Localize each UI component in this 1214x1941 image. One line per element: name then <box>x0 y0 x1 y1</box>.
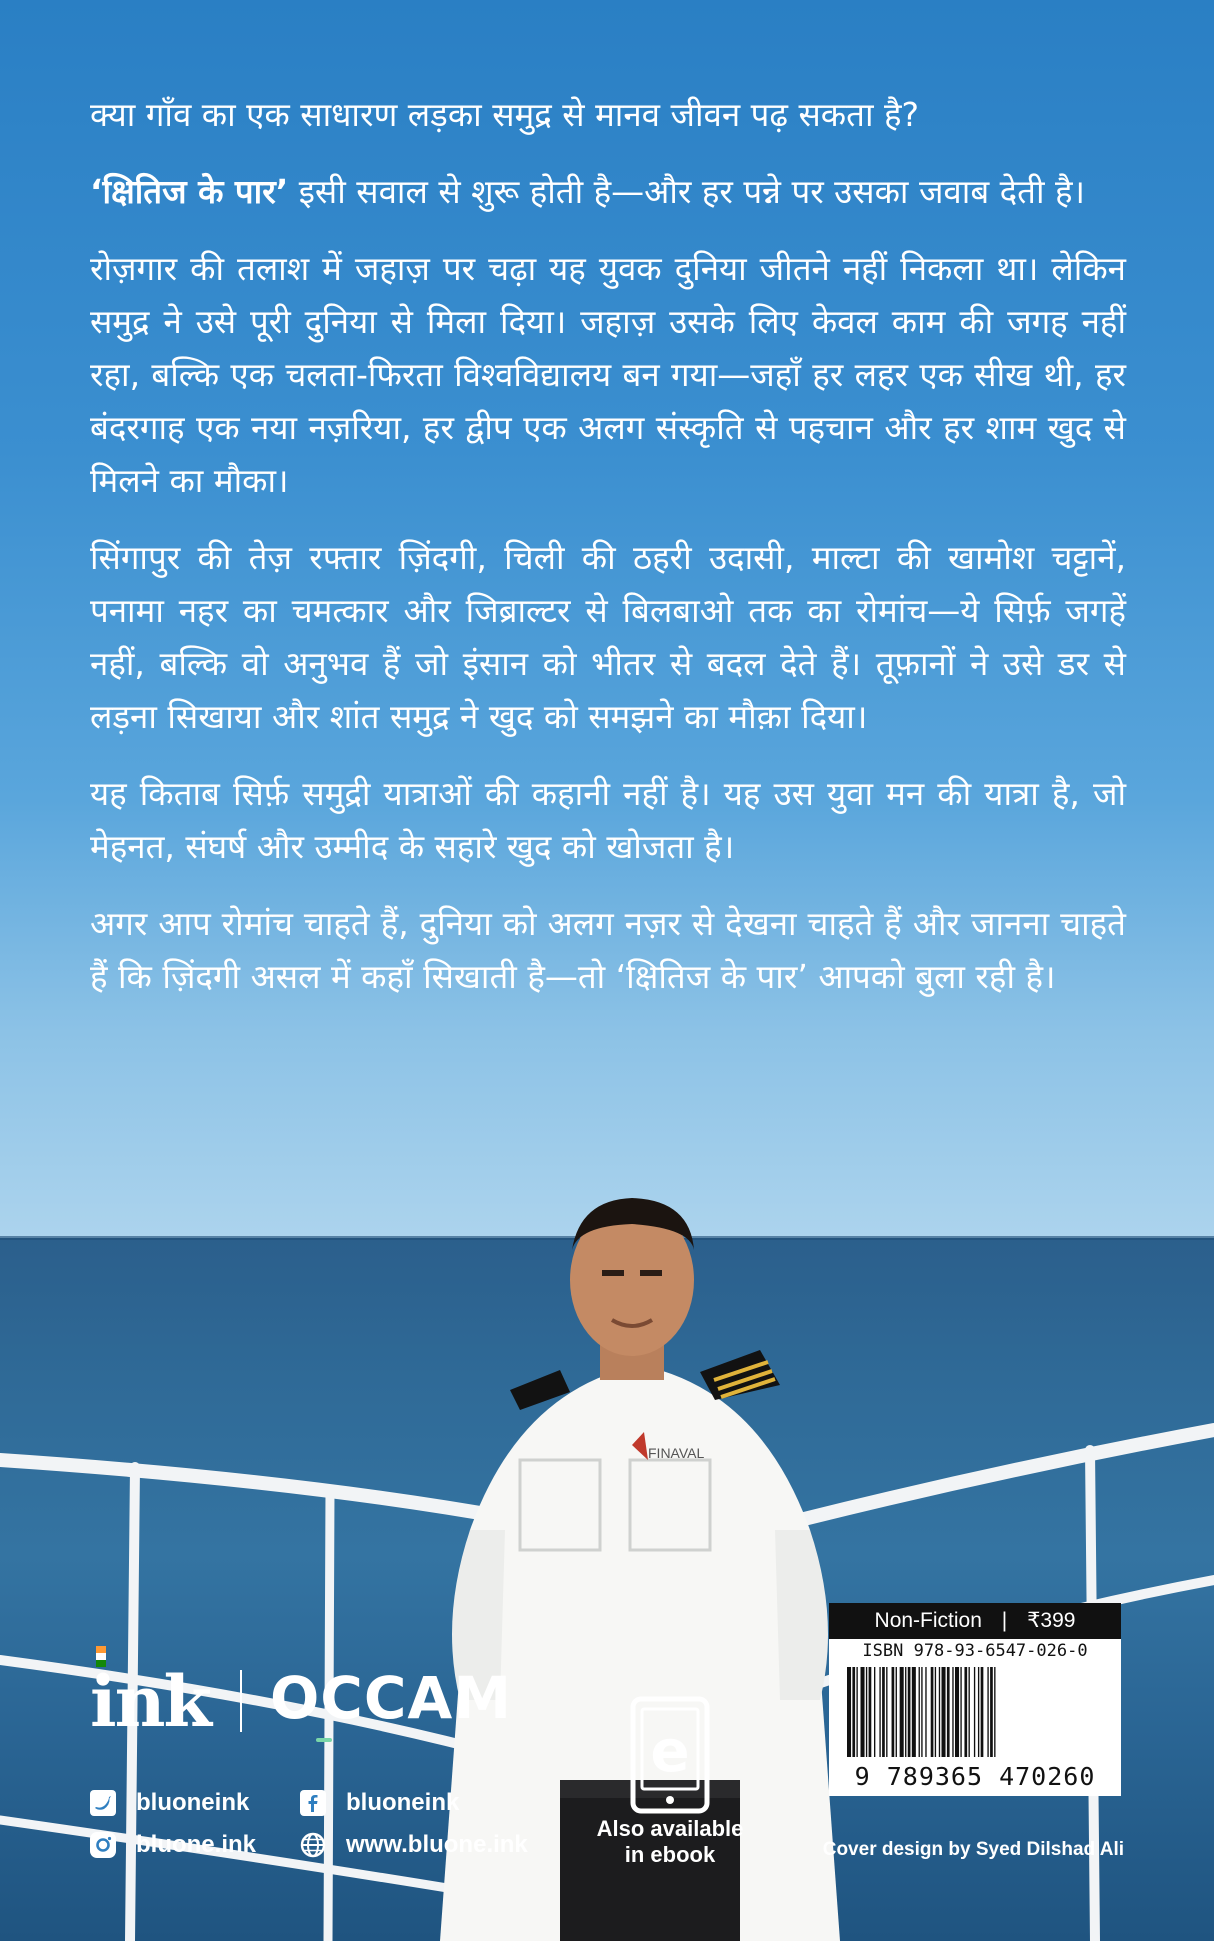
shirt-logo: FINAVAL <box>648 1445 705 1461</box>
price-value: ₹399 <box>1027 1609 1076 1632</box>
barcode-bar <box>892 1667 895 1757</box>
barcode-bar <box>925 1667 926 1757</box>
barcode-bar <box>882 1667 885 1757</box>
isbn-digits: 9 789365 470260 <box>854 1762 1096 1791</box>
barcode-bar <box>908 1667 911 1757</box>
price-bar <box>829 1603 1121 1639</box>
logo-divider <box>240 1670 242 1732</box>
barcode-bar <box>935 1667 936 1757</box>
barcode-box <box>829 1639 1121 1796</box>
barcode-bar <box>869 1667 872 1757</box>
barcode-bar <box>874 1667 875 1757</box>
barcode-bar <box>886 1667 887 1757</box>
ink-logo: ink <box>90 1660 210 1743</box>
blurb-paragraph-book: यह किताब सिर्फ़ समुद्री यात्राओं की कहानी नहीं है। यह उस युवा मन की यात्रा है, जो मेहनत, संघर्ष और उम्मीद के सहारे खुद को खोजता है। <box>90 774 1126 866</box>
blurb-question: क्या गाँव का एक साधारण लड़का समुद्र से मानव जीवन पढ़ सकता है? <box>90 95 920 134</box>
barcode-bar <box>879 1667 880 1757</box>
barcode-bar <box>974 1667 975 1757</box>
svg-text:e: e <box>650 1717 690 1785</box>
barcode-bar <box>861 1667 865 1757</box>
barcode-bar <box>919 1667 920 1757</box>
ebook-line-1: Also available <box>596 1816 744 1841</box>
blurb-intro-text: इसी सवाल से शुरू होती है—और हर पन्ने पर उसका जवाब देती है। <box>288 172 1086 211</box>
isbn-barcode <box>829 1663 1121 1763</box>
barcode-bar <box>896 1667 897 1757</box>
isbn-label: ISBN 978-93-6547-026-0 <box>862 1641 1088 1661</box>
barcode-bar <box>939 1667 940 1757</box>
instagram-icon <box>90 1832 116 1858</box>
barcode-bar <box>942 1667 946 1757</box>
barcode-bar <box>905 1667 906 1757</box>
barcode-bar <box>987 1667 988 1757</box>
twitter-handle: bluoneink <box>136 1789 250 1816</box>
genre-label: Non-Fiction <box>874 1609 982 1632</box>
barcode-bar <box>978 1667 979 1757</box>
barcode-bar <box>990 1667 993 1757</box>
back-cover-blurb <box>90 88 1126 1027</box>
blurb-intro <box>90 165 1126 218</box>
blurb-paragraph-invite: अगर आप रोमांच चाहते हैं, दुनिया को अलग नज़र से देखना चाहते हैं और जानना चाहते हैं कि ज़िंदगी असल में कहाँ सिखाती है—तो ‘क्षितिज के पार’ आपको बुला रही है। <box>90 904 1126 996</box>
barcode-bar <box>900 1667 904 1757</box>
price-separator: | <box>1001 1609 1008 1632</box>
ebook-badge <box>590 1696 750 1866</box>
barcode-bar <box>981 1667 984 1757</box>
facebook-icon <box>300 1790 326 1816</box>
occam-logo: OCCAM <box>270 1664 513 1732</box>
blurb-paragraph-places: सिंगापुर की तेज़ रफ्तार ज़िंदगी, चिली की ठहरी उदासी, माल्टा की खामोश चट्टानें, पनामा नहर का चमत्कार और जिब्राल्टर से बिलबाओ तक का रोमांच—ये सिर्फ़ जगहें नहीं, बल्कि वो अनुभव हैं जो इंसान को भीतर से बदल देते हैं। तूफ़ानों ने उसे डर से लड़ना सिखाया और शांत समुद्र ने खुद को समझने का मौक़ा दिया। <box>90 538 1126 736</box>
blurb-paragraph-journey: रोज़गार की तलाश में जहाज़ पर चढ़ा यह युवक दुनिया जीतने नहीं निकला था। लेकिन समुद्र ने उसे पूरी दुनिया से मिला दिया। जहाज़ उसके लिए केवल काम की जगह नहीं रहा, बल्कि एक चलता-फिरता विश्वविद्यालय बन गया—जहाँ हर लहर एक सीख थी, हर बंदरगाह एक नया नज़रिया, हर द्वीप एक अलग संस्कृति से पहचान और हर शाम खुद से मिलने का मौका। <box>90 249 1126 500</box>
barcode-bar <box>912 1667 916 1757</box>
globe-icon <box>300 1832 326 1858</box>
book-title: ‘क्षितिज के पार’ <box>90 172 289 211</box>
barcode-bar <box>955 1667 959 1757</box>
barcode-bar <box>964 1667 967 1757</box>
twitter-icon <box>90 1790 116 1816</box>
barcode-bar <box>994 1667 995 1757</box>
cover-design-credit: Cover design by Syed Dilshad Ali <box>822 1839 1124 1860</box>
barcode-bar <box>947 1667 950 1757</box>
occam-accent <box>316 1738 332 1742</box>
barcode-bar <box>921 1667 922 1757</box>
barcode-bar <box>952 1667 953 1757</box>
barcode-bar <box>847 1667 851 1757</box>
ebook-reader-icon <box>630 1696 710 1814</box>
barcode-bar <box>856 1667 857 1757</box>
barcode-bar <box>960 1667 961 1757</box>
barcode-bar <box>866 1667 867 1757</box>
barcode-bar <box>852 1667 855 1757</box>
ebook-line-2: in ebook <box>624 1842 716 1867</box>
website-url: www.bluone.ink <box>346 1831 528 1858</box>
barcode-bar <box>969 1667 970 1757</box>
facebook-handle: bluoneink <box>346 1789 460 1816</box>
instagram-handle: bluone.ink <box>136 1831 256 1858</box>
barcode-bar <box>931 1667 934 1757</box>
